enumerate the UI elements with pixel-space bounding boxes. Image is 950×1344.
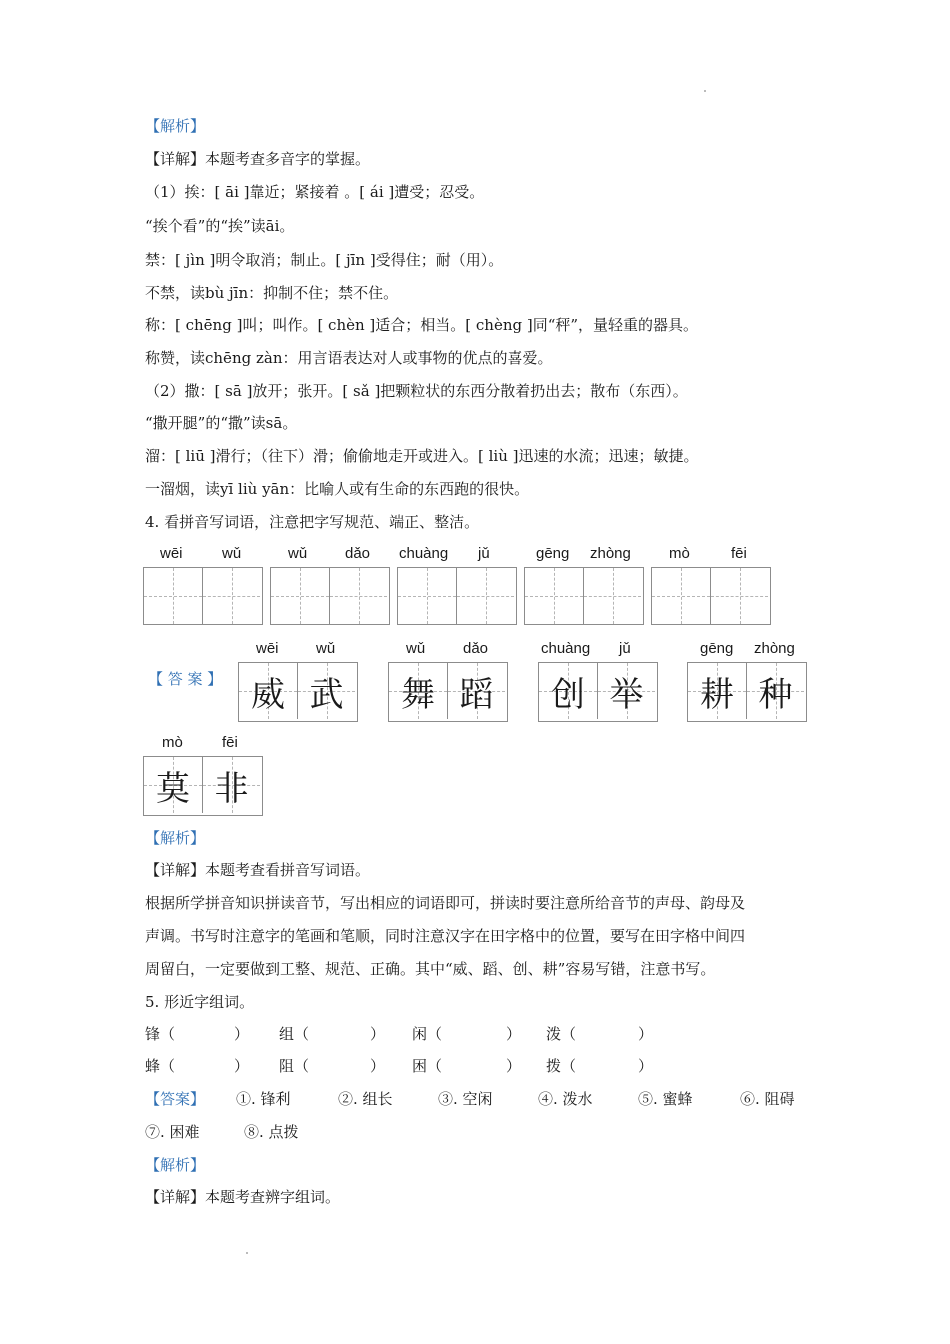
- pinyin: wǔ: [288, 545, 308, 562]
- pinyin: fēi: [731, 545, 747, 562]
- detail-text: 【详解】本题考查看拼音写词语。: [145, 861, 371, 879]
- explain-line-1: 根据所学拼音知识拼读音节，写出相应的词语即可，拼读时要注意所给音节的声母、韵母及: [145, 894, 746, 912]
- answer-char: 威: [251, 674, 285, 715]
- answer-char: 莫: [156, 768, 190, 809]
- answer-item: ②. 组长: [338, 1090, 393, 1108]
- analysis-heading: 【解析】: [145, 829, 206, 847]
- blank-label: 蜂（: [145, 1057, 176, 1075]
- answer-item: ⑦. 困难: [145, 1123, 200, 1141]
- question-4-title: 4. 看拼音写词语，注意把字写规范、端正、整洁。: [145, 513, 480, 531]
- pinyin: chuàng: [399, 545, 449, 562]
- pinyin: jǔ: [478, 545, 490, 562]
- detail-text: 【详解】本题考查辨字组词。: [145, 1188, 341, 1206]
- pinyin: zhòng: [754, 640, 795, 657]
- answer-item: ③. 空闲: [438, 1090, 493, 1108]
- question-5-title: 5. 形近字组词。: [145, 993, 255, 1011]
- answer-char: 武: [309, 674, 344, 715]
- writing-grid[interactable]: [143, 567, 263, 625]
- blank-close: ）: [506, 1025, 522, 1043]
- scan-dot: [704, 90, 706, 92]
- blank-close: ）: [370, 1025, 386, 1043]
- explain-line-2: 声调。书写时注意字的笔画和笔顺，同时注意汉字在田字格中的位置，要写在田字格中间四: [145, 927, 746, 945]
- analysis-line-3: 禁：[ jìn ]明令取消；制止。[ jīn ]受得住；耐（用）。: [145, 251, 504, 269]
- analysis-line-4: 不禁，读bù jīn：抑制不住；禁不住。: [145, 284, 399, 302]
- blank-label: 闲（: [412, 1025, 443, 1043]
- answer-char: 举: [609, 674, 644, 715]
- analysis-line-7: （2）撒：[ sā ]放开；张开。[ sǎ ]把颗粒状的东西分散着扔出去；散布（东西）。: [145, 382, 688, 400]
- answer-char: 蹈: [459, 674, 494, 715]
- answer-grid: [687, 662, 807, 722]
- pinyin: wēi: [256, 640, 279, 657]
- analysis-line-10: 一溜烟，读yī liù yān：比喻人或有生命的东西跑的很快。: [145, 480, 530, 498]
- blank-label: 泼（: [546, 1025, 577, 1043]
- writing-grid[interactable]: [651, 567, 771, 625]
- detail-text: 【详解】本题考查多音字的掌握。: [145, 150, 371, 168]
- blank-label: 锋（: [145, 1025, 176, 1043]
- pinyin: mò: [162, 734, 183, 751]
- pinyin: dǎo: [463, 640, 489, 657]
- pinyin: gēng: [536, 545, 570, 562]
- answer-char: 耕: [700, 674, 734, 715]
- pinyin: wēi: [160, 545, 183, 562]
- writing-grid[interactable]: [397, 567, 517, 625]
- pinyin: mò: [669, 545, 690, 562]
- blank-label: 组（: [279, 1025, 310, 1043]
- pinyin: gēng: [700, 640, 734, 657]
- answer-char: 创: [551, 674, 585, 715]
- blank-label: 拨（: [546, 1057, 577, 1075]
- pinyin: dǎo: [345, 545, 371, 562]
- analysis-line-2: “挨个看”的“挨”读āi。: [145, 217, 295, 235]
- answer-grid: [538, 662, 658, 722]
- answer-label: 【答案】: [145, 1090, 206, 1108]
- scan-dot: [246, 1252, 248, 1254]
- blank-close: ）: [638, 1057, 654, 1075]
- writing-grid[interactable]: [524, 567, 644, 625]
- blank-close: ）: [234, 1057, 250, 1075]
- pinyin: chuàng: [541, 640, 591, 657]
- answer-grid: [143, 756, 263, 816]
- pinyin: wǔ: [222, 545, 242, 562]
- blank-label: 阻（: [279, 1057, 310, 1075]
- analysis-line-5: 称：[ chēng ]叫；叫作。[ chèn ]适合；相当。[ chèng ]同“秤”，量轻重的器具。: [145, 316, 699, 334]
- answer-char: 非: [214, 768, 249, 809]
- answer-item: ⑤. 蜜蜂: [638, 1090, 693, 1108]
- blank-close: ）: [638, 1025, 654, 1043]
- answer-label: 【 答 案 】: [148, 670, 223, 688]
- analysis-heading: 【解析】: [145, 1156, 206, 1174]
- answer-grid: [388, 662, 508, 722]
- analysis-line-9: 溜：[ liū ]滑行；（往下）滑；偷偷地走开或进入。[ liù ]迅速的水流；迅速；敏捷。: [145, 447, 699, 465]
- analysis-line-6: 称赞，读chēng zàn：用言语表达对人或事物的优点的喜爱。: [145, 349, 553, 367]
- pinyin: zhòng: [590, 545, 631, 562]
- pinyin: jǔ: [619, 640, 631, 657]
- writing-grid[interactable]: [270, 567, 390, 625]
- analysis-line-8: “撒开腿”的“撒”读sā。: [145, 414, 298, 432]
- explain-line-3: 周留白，一定要做到工整、规范、正确。其中“威、蹈、创、耕”容易写错，注意书写。: [145, 960, 716, 978]
- answer-item: ①. 锋利: [236, 1090, 291, 1108]
- blank-close: ）: [370, 1057, 386, 1075]
- blank-close: ）: [234, 1025, 250, 1043]
- blank-label: 困（: [412, 1057, 443, 1075]
- analysis-heading: 【解析】: [145, 117, 206, 135]
- pinyin: wǔ: [406, 640, 426, 657]
- answer-char: 种: [758, 674, 793, 715]
- answer-item: ⑥. 阻碍: [740, 1090, 795, 1108]
- answer-grid: [238, 662, 358, 722]
- answer-char: 舞: [401, 674, 435, 715]
- analysis-line-1: （1）挨：[ āi ]靠近；紧接着 。[ ái ]遭受；忍受。: [145, 183, 485, 201]
- pinyin: fēi: [222, 734, 238, 751]
- pinyin: wǔ: [316, 640, 336, 657]
- blank-close: ）: [506, 1057, 522, 1075]
- answer-item: ⑧. 点拨: [244, 1123, 299, 1141]
- answer-item: ④. 泼水: [538, 1090, 593, 1108]
